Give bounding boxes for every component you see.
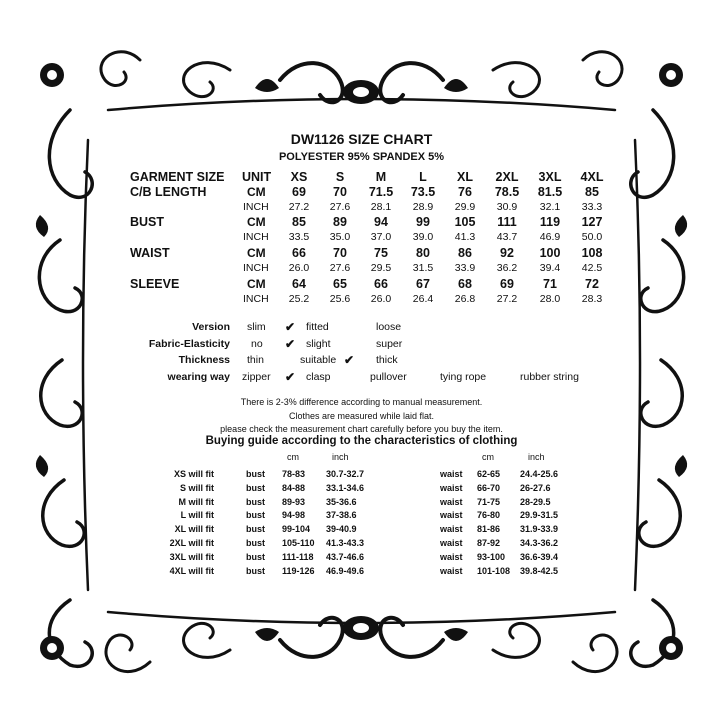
chart-subtitle: POLYESTER 95% SPANDEX 5% [278, 151, 445, 163]
cm-value: 70 [333, 185, 347, 199]
guide-bust-cm: 105-110 [282, 538, 315, 548]
inch-value: 27.2 [288, 201, 310, 213]
option-loose: loose [376, 321, 402, 333]
cm-value: 100 [539, 246, 561, 260]
size-header-m: M [375, 170, 387, 184]
guide-bust-label: bust [246, 482, 265, 493]
inch-value: 39.0 [412, 231, 434, 243]
cm-value: 94 [374, 215, 388, 229]
guide-bust-inch: 35-36.6 [326, 496, 357, 507]
option-rubber-string: rubber string [520, 371, 579, 383]
inch-value: 43.7 [496, 231, 518, 243]
cm-value: 73.5 [410, 185, 436, 199]
guide-bust-inch: 33.1-34.6 [326, 482, 365, 493]
inch-value: 41.3 [454, 231, 476, 243]
size-header-xl: XL [457, 170, 473, 184]
cm-value: 67 [416, 277, 430, 291]
inch-value: 50.0 [581, 231, 603, 243]
inch-value: 33.9 [454, 262, 476, 274]
guide-waist-label: waist [440, 496, 463, 507]
characteristic-label-thickness: Thickness [178, 354, 230, 366]
check-icon: ✔ [285, 337, 296, 351]
note-line-2: Clothes are measured while laid flat. [288, 411, 435, 421]
row-label-bust: BUST [130, 215, 165, 229]
cm-value: 85 [292, 215, 306, 229]
guide-bust-label: bust [246, 551, 265, 562]
cm-value: 119 [539, 215, 561, 229]
guide-size-label: 2XL will fit [169, 538, 214, 548]
cm-value: 111 [497, 215, 517, 229]
guide-waist-label: waist [440, 510, 463, 521]
guide-bust-inch: 37-38.6 [326, 510, 357, 521]
guide-waist-inch: 26-27.6 [520, 482, 551, 493]
inch-value: 26.0 [288, 262, 310, 274]
buying-guide-title: Buying guide according to the characteristics of clothing [205, 435, 518, 447]
guide-waist-inch: 24.4-25.6 [520, 469, 559, 479]
inch-value: 42.5 [581, 262, 603, 274]
inch-value: 33.3 [581, 201, 603, 213]
guide-bust-cm: 119-126 [282, 565, 315, 576]
guide-waist-inch: 28-29.5 [520, 496, 551, 507]
guide-waist-inch: 31.9-33.9 [520, 524, 559, 535]
unit-cm: CM [247, 185, 266, 199]
guide-bust-label: bust [246, 496, 265, 507]
guide-waist-cm: 76-80 [477, 510, 501, 521]
unit-inch: INCH [243, 293, 269, 305]
unit-cm: CM [247, 277, 266, 291]
option-clasp: clasp [306, 371, 331, 383]
option-thick: thick [376, 354, 398, 366]
inch-value: 33.5 [288, 231, 310, 243]
guide-bust-label: bust [246, 510, 265, 521]
inch-value: 28.3 [581, 293, 603, 305]
guide-bust-cm: 89-93 [282, 496, 306, 507]
inch-value: 28.9 [412, 201, 434, 213]
cm-value: 75 [374, 246, 388, 260]
guide-waist-cm: 93-100 [477, 551, 506, 562]
guide-bust-inch-header: inch [332, 452, 349, 462]
guide-bust-inch: 39-40.9 [326, 524, 357, 535]
inch-value: 26.8 [454, 293, 476, 305]
guide-waist-label: waist [440, 524, 463, 535]
option-fitted: fitted [306, 321, 329, 333]
cm-value: 80 [416, 246, 430, 260]
inch-value: 31.5 [412, 262, 434, 274]
cm-value: 76 [458, 185, 472, 199]
inch-value: 32.1 [539, 201, 561, 213]
inch-value: 27.2 [496, 293, 518, 305]
cm-value: 127 [581, 215, 603, 229]
row-label-sleeve: SLEEVE [130, 277, 180, 291]
cm-value: 69 [500, 277, 514, 291]
cm-value: 71.5 [368, 185, 394, 199]
guide-bust-cm: 78-83 [282, 469, 306, 479]
characteristic-label-wearing-way: wearing way [167, 371, 230, 383]
guide-waist-inch: 29.9-31.5 [520, 510, 559, 521]
cm-value: 89 [333, 215, 347, 229]
note-line-3: please check the measurement chart carefully before you buy the item. [220, 424, 503, 434]
cm-value: 108 [581, 246, 603, 260]
inch-value: 30.9 [496, 201, 518, 213]
guide-waist-cm: 87-92 [477, 538, 501, 548]
inch-value: 25.6 [329, 293, 351, 305]
guide-waist-cm: 66-70 [477, 482, 501, 493]
inch-value: 46.9 [539, 231, 561, 243]
characteristic-label-fabric-elasticity: Fabric-Elasticity [148, 338, 230, 350]
garment-size-header: GARMENT SIZE [130, 170, 225, 184]
size-header-4xl: 4XL [580, 170, 604, 184]
guide-bust-label: bust [246, 524, 265, 535]
cm-value: 66 [292, 246, 306, 260]
row-label-c-b-length: C/B LENGTH [130, 185, 207, 199]
inch-value: 28.0 [539, 293, 561, 305]
guide-size-label: 4XL will fit [169, 565, 214, 576]
option-zipper: zipper [242, 371, 271, 383]
cm-value: 71 [543, 277, 557, 291]
inch-value: 29.5 [370, 262, 392, 274]
guide-waist-cm: 71-75 [477, 496, 501, 507]
guide-waist-inch: 34.3-36.2 [520, 538, 559, 548]
inch-value: 29.9 [454, 201, 476, 213]
cm-value: 85 [585, 185, 599, 199]
inch-value: 35.0 [329, 231, 351, 243]
cm-value: 66 [374, 277, 388, 291]
option-no: no [251, 338, 263, 350]
guide-size-label: XL will fit [174, 524, 214, 535]
option-super: super [376, 338, 403, 350]
guide-waist-label: waist [440, 565, 463, 576]
cm-value: 86 [458, 246, 472, 260]
guide-size-label: 3XL will fit [169, 551, 214, 562]
guide-bust-label: bust [246, 469, 265, 479]
unit-inch: INCH [243, 201, 269, 213]
guide-bust-label: bust [246, 565, 265, 576]
characteristic-label-version: Version [192, 321, 230, 333]
check-icon: ✔ [285, 370, 296, 384]
guide-bust-inch: 43.7-46.6 [326, 551, 365, 562]
unit-inch: INCH [243, 231, 269, 243]
inch-value: 25.2 [288, 293, 310, 305]
guide-waist-label: waist [440, 538, 463, 548]
inch-value: 26.0 [370, 293, 392, 305]
cm-value: 65 [333, 277, 347, 291]
option-suitable: suitable [300, 354, 337, 366]
guide-waist-cm: 81-86 [477, 524, 501, 535]
guide-waist-inch: 39.8-42.5 [520, 565, 559, 576]
inch-value: 28.1 [370, 201, 392, 213]
cm-value: 72 [585, 277, 599, 291]
guide-waist-label: waist [440, 469, 463, 479]
guide-bust-cm: 99-104 [282, 524, 311, 535]
size-header-3xl: 3XL [538, 170, 562, 184]
cm-value: 99 [416, 215, 430, 229]
size-header-2xl: 2XL [495, 170, 519, 184]
guide-bust-label: bust [246, 538, 265, 548]
option-pullover: pullover [370, 371, 407, 383]
inch-value: 37.0 [370, 231, 392, 243]
unit-cm: CM [247, 246, 266, 260]
cm-value: 64 [292, 277, 306, 291]
guide-bust-cm: 84-88 [282, 482, 306, 493]
size-header-l: L [419, 170, 427, 184]
guide-waist-cm-header: cm [482, 452, 494, 462]
guide-waist-label: waist [440, 551, 463, 562]
guide-waist-cm: 101-108 [477, 565, 511, 576]
option-tying-rope: tying rope [440, 371, 487, 383]
cm-value: 105 [454, 215, 476, 229]
check-icon: ✔ [285, 320, 296, 334]
inch-value: 36.2 [496, 262, 518, 274]
cm-value: 78.5 [494, 185, 520, 199]
guide-waist-label: waist [440, 482, 463, 493]
guide-size-label: M will fit [178, 496, 214, 507]
option-slight: slight [306, 338, 331, 350]
unit-header: UNIT [242, 170, 272, 184]
guide-bust-inch: 46.9-49.6 [326, 565, 365, 576]
cm-value: 81.5 [537, 185, 563, 199]
inch-value: 26.4 [412, 293, 434, 305]
check-icon: ✔ [344, 353, 355, 367]
size-header-xs: XS [290, 170, 308, 184]
inch-value: 27.6 [329, 262, 351, 274]
guide-waist-inch: 36.6-39.4 [520, 551, 559, 562]
option-thin: thin [247, 354, 264, 366]
guide-size-label: L will fit [180, 510, 214, 521]
size-header-s: S [335, 170, 345, 184]
option-slim: slim [247, 321, 266, 333]
guide-bust-inch: 41.3-43.3 [326, 538, 365, 548]
guide-waist-cm: 62-65 [477, 469, 501, 479]
guide-size-label: S will fit [179, 482, 214, 493]
chart-title: DW1126 SIZE CHART [290, 131, 433, 147]
guide-bust-cm-header: cm [287, 452, 299, 462]
cm-value: 70 [333, 246, 347, 260]
unit-cm: CM [247, 215, 266, 229]
guide-bust-cm: 111-118 [282, 551, 314, 562]
unit-inch: INCH [243, 262, 269, 274]
guide-size-label: XS will fit [173, 469, 214, 479]
note-line-1: There is 2-3% difference according to manual measurement. [240, 397, 483, 407]
inch-value: 27.6 [329, 201, 351, 213]
guide-waist-inch-header: inch [528, 452, 545, 462]
cm-value: 92 [500, 246, 514, 260]
inch-value: 39.4 [539, 262, 561, 274]
cm-value: 69 [292, 185, 306, 199]
row-label-waist: WAIST [130, 246, 170, 260]
cm-value: 68 [458, 277, 472, 291]
guide-bust-inch: 30.7-32.7 [326, 469, 365, 479]
guide-bust-cm: 94-98 [282, 510, 306, 521]
